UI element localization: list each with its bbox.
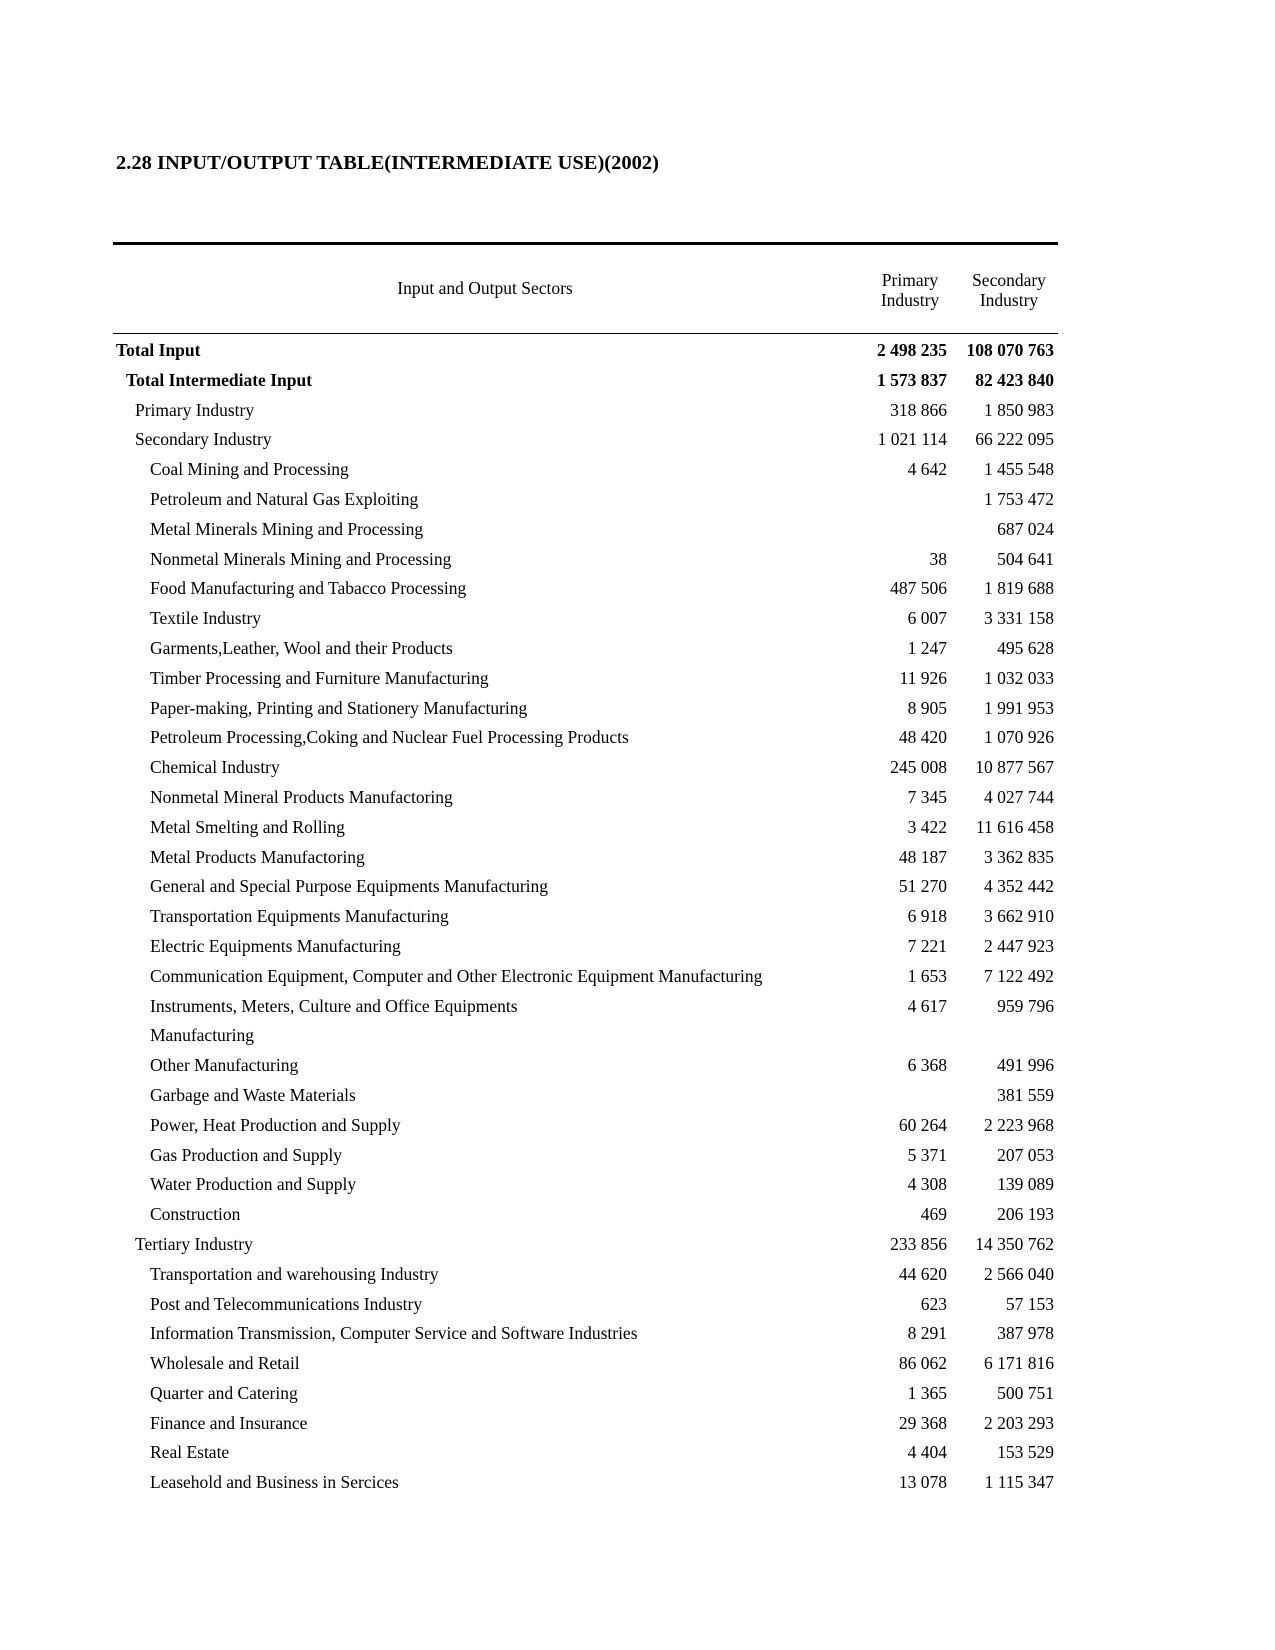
- row-label: Wholesale and Retail: [150, 1353, 300, 1374]
- table-row: [113, 485, 1058, 515]
- table-body: [113, 334, 1058, 1498]
- row-label: Real Estate: [150, 1442, 230, 1463]
- row-primary-value: 4 308: [907, 1174, 947, 1195]
- table-row: [113, 753, 1058, 783]
- row-label: Total Input: [116, 340, 201, 360]
- row-primary-value: 13 078: [898, 1472, 947, 1493]
- row-label: Timber Processing and Furniture Manufacturing: [150, 667, 489, 688]
- row-label: Food Manufacturing and Tabacco Processing: [150, 578, 467, 599]
- row-label: Transportation Equipments Manufacturing: [150, 906, 449, 927]
- row-secondary-value: 139 089: [997, 1174, 1054, 1195]
- row-primary-value: 1 021 114: [877, 429, 947, 450]
- row-primary-value: 51 270: [898, 876, 947, 897]
- row-primary-value: 11 926: [899, 667, 947, 688]
- row-label: Construction: [150, 1204, 241, 1225]
- row-primary-value: 6 007: [907, 608, 947, 629]
- row-primary-value: 469: [920, 1204, 947, 1225]
- row-secondary-value: 10 877 567: [975, 757, 1054, 778]
- table-row: [113, 1111, 1058, 1141]
- row-secondary-value: 4 352 442: [984, 876, 1054, 897]
- row-label: Petroleum Processing,Coking and Nuclear Fuel Processing Products: [150, 727, 629, 748]
- header-primary-line2: Industry: [880, 290, 940, 310]
- row-secondary-value: 2 203 293: [984, 1412, 1054, 1433]
- table-row: [113, 1379, 1058, 1409]
- row-primary-value: 487 506: [890, 578, 947, 599]
- table-row: [113, 366, 1058, 396]
- row-label: Garbage and Waste Materials: [150, 1084, 356, 1105]
- header-primary-line1: Primary: [881, 270, 939, 290]
- row-primary-value: 86 062: [898, 1353, 947, 1374]
- row-secondary-value: 207 053: [997, 1144, 1054, 1165]
- row-label: Garments,Leather, Wool and their Products: [150, 637, 453, 658]
- table-row: [113, 1319, 1058, 1349]
- row-label: Metal Products Manufactoring: [150, 846, 365, 867]
- table-row: [113, 425, 1058, 455]
- table-row: [113, 1290, 1058, 1320]
- table-row: [113, 1349, 1058, 1379]
- row-secondary-value: 1 070 926: [984, 727, 1054, 748]
- row-secondary-value: 500 751: [997, 1382, 1054, 1403]
- row-label: Gas Production and Supply: [150, 1144, 343, 1165]
- table-row: [113, 664, 1058, 694]
- row-primary-value: 48 420: [898, 727, 947, 748]
- row-secondary-value: 153 529: [997, 1442, 1054, 1463]
- row-label: Paper-making, Printing and Stationery Manufacturing: [150, 697, 528, 718]
- row-label: Finance and Insurance: [150, 1412, 308, 1433]
- row-primary-value: 2 498 235: [877, 340, 947, 360]
- row-primary-value: 44 620: [898, 1263, 947, 1284]
- table-header: [113, 245, 1058, 334]
- row-label: Metal Smelting and Rolling: [150, 816, 345, 837]
- row-label: Electric Equipments Manufacturing: [150, 935, 401, 956]
- row-label: Information Transmission, Computer Service and Software Industries: [150, 1323, 638, 1344]
- table-row: [113, 1051, 1058, 1081]
- row-secondary-value: 108 070 763: [966, 340, 1054, 360]
- row-secondary-value: 1 032 033: [984, 667, 1054, 688]
- row-primary-value: 7 221: [907, 935, 947, 956]
- row-label: Manufacturing: [150, 1025, 254, 1046]
- row-secondary-value: 57 153: [1005, 1293, 1054, 1314]
- row-secondary-value: 2 223 968: [984, 1114, 1054, 1135]
- row-primary-value: 6 918: [907, 906, 947, 927]
- table-row: [113, 1468, 1058, 1498]
- row-label: Power, Heat Production and Supply: [150, 1114, 401, 1135]
- table-row: [113, 396, 1058, 426]
- table-row: [113, 1438, 1058, 1468]
- row-secondary-value: 1 455 548: [984, 459, 1054, 480]
- header-secondary-line2: Industry: [979, 290, 1039, 310]
- row-secondary-value: 687 024: [997, 518, 1054, 539]
- header-primary-industry: [861, 270, 959, 310]
- row-secondary-value: 3 331 158: [984, 608, 1054, 629]
- row-primary-value: 29 368: [898, 1412, 947, 1433]
- header-secondary-industry: [959, 270, 1059, 310]
- row-label: Communication Equipment, Computer and Other Electronic Equipment Manufacturing: [150, 965, 763, 986]
- row-primary-value: 3 422: [907, 816, 947, 837]
- row-secondary-value: 2 566 040: [984, 1263, 1054, 1284]
- row-secondary-value: 504 641: [997, 548, 1054, 569]
- row-secondary-value: 381 559: [997, 1084, 1054, 1105]
- table-row: [113, 1230, 1058, 1260]
- row-secondary-value: 3 662 910: [984, 906, 1054, 927]
- row-label: Textile Industry: [150, 608, 262, 629]
- table-row: [113, 902, 1058, 932]
- row-primary-value: 1 365: [907, 1382, 947, 1403]
- row-primary-value: 4 642: [907, 459, 947, 480]
- table-row: [113, 1170, 1058, 1200]
- row-primary-value: 1 573 837: [877, 369, 947, 390]
- row-label: Leasehold and Business in Sercices: [150, 1472, 399, 1493]
- row-primary-value: 48 187: [898, 846, 947, 867]
- table-row: [113, 1081, 1058, 1111]
- table-row: [113, 1141, 1058, 1171]
- row-label: Post and Telecommunications Industry: [150, 1293, 423, 1314]
- row-primary-value: 8 905: [907, 697, 947, 718]
- row-label: Other Manufacturing: [150, 1055, 299, 1076]
- row-label: Instruments, Meters, Culture and Office Equipments: [150, 995, 518, 1016]
- row-secondary-value: 11 616 458: [975, 816, 1054, 837]
- table-row: [113, 1409, 1058, 1439]
- row-secondary-value: 66 222 095: [975, 429, 1054, 450]
- table-row: [113, 634, 1058, 664]
- row-secondary-value: 495 628: [997, 637, 1054, 658]
- row-secondary-value: 2 447 923: [984, 935, 1054, 956]
- row-secondary-value: 959 796: [997, 995, 1054, 1016]
- row-label: Coal Mining and Processing: [150, 459, 349, 480]
- table-row: [113, 813, 1058, 843]
- table-row: [113, 1260, 1058, 1290]
- row-primary-value: 623: [920, 1293, 947, 1314]
- table-row: [113, 515, 1058, 545]
- row-primary-value: 6 368: [907, 1055, 947, 1076]
- row-label: Primary Industry: [135, 399, 255, 420]
- row-primary-value: 233 856: [890, 1233, 947, 1254]
- table-row: [113, 843, 1058, 873]
- row-label: Chemical Industry: [150, 757, 280, 778]
- table-row: [113, 723, 1058, 753]
- table-row: [113, 783, 1058, 813]
- table-row: [113, 694, 1058, 724]
- row-primary-value: 1 247: [907, 637, 947, 658]
- row-secondary-value: 3 362 835: [984, 846, 1054, 867]
- row-secondary-value: 491 996: [997, 1055, 1054, 1076]
- row-secondary-value: 14 350 762: [975, 1233, 1054, 1254]
- row-primary-value: 4 617: [907, 995, 947, 1016]
- row-primary-value: 60 264: [898, 1114, 947, 1135]
- table-row: [113, 574, 1058, 604]
- row-secondary-value: 206 193: [997, 1204, 1054, 1225]
- row-primary-value: 5 371: [907, 1144, 947, 1165]
- table-row: [113, 1200, 1058, 1230]
- table-row: [113, 604, 1058, 634]
- row-secondary-value: 387 978: [997, 1323, 1054, 1344]
- row-label: Nonmetal Minerals Mining and Processing: [150, 548, 452, 569]
- table-row: [113, 962, 1058, 992]
- row-primary-value: 245 008: [890, 757, 947, 778]
- row-label: Nonmetal Mineral Products Manufactoring: [150, 786, 453, 807]
- row-label: Petroleum and Natural Gas Exploiting: [150, 488, 419, 509]
- row-secondary-value: 4 027 744: [984, 786, 1054, 807]
- row-primary-value: 7 345: [907, 786, 947, 807]
- header-secondary-line1: Secondary: [972, 270, 1046, 290]
- row-secondary-value: 1 991 953: [984, 697, 1054, 718]
- page-title: 2.28 INPUT/OUTPUT TABLE(INTERMEDIATE USE)(2002): [116, 152, 659, 174]
- table-row: [113, 872, 1058, 902]
- row-secondary-value: 7 122 492: [984, 965, 1054, 986]
- row-secondary-value: 1 819 688: [984, 578, 1054, 599]
- table-row: [113, 336, 1058, 366]
- row-primary-value: 4 404: [907, 1442, 947, 1463]
- table-row: [113, 545, 1058, 575]
- header-sectors: Input and Output Sectors: [397, 278, 573, 298]
- row-secondary-value: 6 171 816: [984, 1353, 1054, 1374]
- row-secondary-value: 82 423 840: [975, 369, 1054, 390]
- row-secondary-value: 1 115 347: [984, 1472, 1054, 1493]
- input-output-table: [113, 242, 1058, 1498]
- table-row: [113, 455, 1058, 485]
- row-primary-value: 8 291: [907, 1323, 947, 1344]
- row-label: Quarter and Catering: [150, 1382, 298, 1403]
- row-secondary-value: 1 753 472: [984, 488, 1054, 509]
- table-row: [113, 1021, 1058, 1051]
- row-label: Tertiary Industry: [135, 1233, 253, 1254]
- row-secondary-value: 1 850 983: [984, 399, 1054, 420]
- row-label: Transportation and warehousing Industry: [150, 1263, 439, 1284]
- row-primary-value: 38: [929, 548, 947, 569]
- row-label: Metal Minerals Mining and Processing: [150, 518, 424, 539]
- row-primary-value: 1 653: [907, 965, 947, 986]
- row-primary-value: 318 866: [890, 399, 947, 420]
- table-row: [113, 992, 1058, 1022]
- row-label: General and Special Purpose Equipments Manufacturing: [150, 876, 549, 897]
- table-row: [113, 932, 1058, 962]
- row-label: Secondary Industry: [135, 429, 272, 450]
- row-label: Total Intermediate Input: [126, 369, 313, 390]
- row-label: Water Production and Supply: [150, 1174, 357, 1195]
